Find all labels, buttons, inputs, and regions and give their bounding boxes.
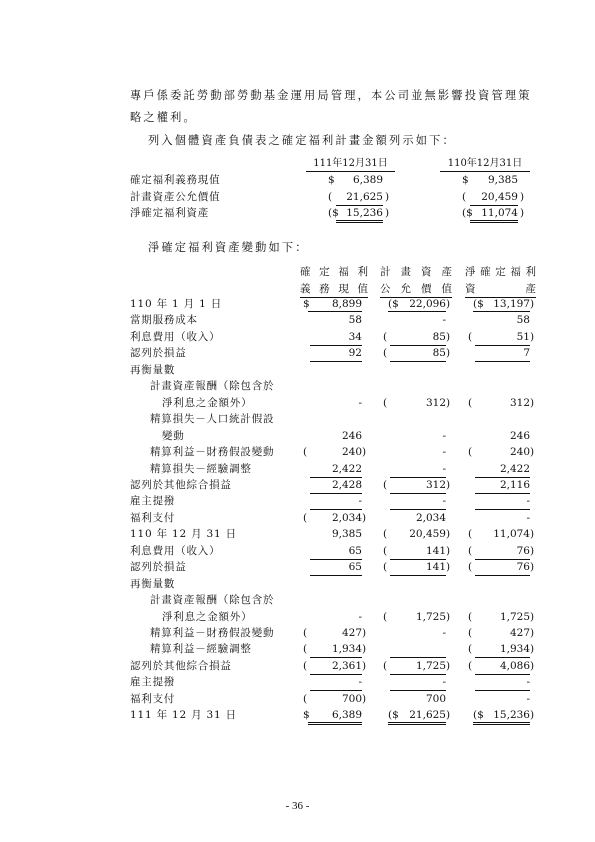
- changes-value: 13,197: [493, 298, 530, 310]
- changes-row-label: 精算利益－財務假設變動: [150, 446, 275, 459]
- changes-row-label: 計畫資產報酬（除包含於: [150, 594, 275, 607]
- changes-value: -: [442, 446, 446, 459]
- changes-value: 240: [509, 446, 530, 459]
- changes-value: -: [358, 396, 362, 409]
- changes-close: ): [446, 659, 451, 672]
- changes-value: -: [526, 495, 530, 508]
- summary-double-rule: [470, 220, 518, 223]
- changes-total-rule: [388, 722, 446, 725]
- changes-value: 312: [425, 478, 446, 491]
- changes-prefix: (: [303, 627, 308, 639]
- summary-col-header: 111年12月31日: [313, 158, 388, 169]
- summary-double-rule: [336, 220, 383, 223]
- changes-value: 2,422: [499, 462, 530, 475]
- changes-prefix: (: [383, 330, 388, 343]
- changes-value: 1,725: [415, 610, 446, 623]
- changes-value: 85: [432, 347, 446, 360]
- changes-close: ): [530, 528, 535, 541]
- changes-close: ): [362, 643, 367, 656]
- changes-close: ): [530, 544, 535, 557]
- summary-col-header: 110年12月31日: [447, 158, 523, 169]
- changes-value: 22,096: [409, 298, 446, 310]
- changes-value: 2,034: [415, 511, 446, 524]
- summary-value: 11,074: [481, 207, 518, 219]
- summary-prefix: ($: [328, 207, 339, 219]
- changes-row-label: 精算利益－經驗調整: [150, 643, 252, 656]
- changes-total-rule: [473, 722, 530, 725]
- changes-title: 淨確定福利資產變動如下：: [148, 241, 309, 254]
- changes-value: 141: [425, 561, 446, 574]
- changes-row-label: 110 年 12 月 31 日: [130, 528, 237, 541]
- changes-prefix: (: [468, 561, 473, 574]
- changes-close: ): [362, 511, 367, 524]
- summary-value: 15,236: [346, 207, 383, 219]
- changes-value: 8,899: [331, 298, 362, 310]
- changes-col-header: 確 定 福 利: [300, 266, 368, 278]
- changes-close: ): [530, 659, 535, 672]
- changes-prefix: (: [383, 610, 388, 623]
- changes-value: 1,934: [499, 643, 530, 656]
- summary-prefix: $: [328, 174, 335, 186]
- changes-value: 312: [425, 396, 446, 409]
- changes-close: ): [530, 396, 535, 409]
- summary-close: ): [385, 191, 390, 203]
- changes-prefix: (: [383, 478, 388, 491]
- summary-close: ): [520, 191, 525, 203]
- changes-total-rule: [308, 722, 362, 725]
- changes-rule: [310, 575, 362, 576]
- changes-value: 9,385: [331, 528, 362, 541]
- changes-prefix: (: [303, 643, 308, 656]
- changes-value: 246: [509, 429, 530, 442]
- changes-row-label: 雇主提撥: [130, 676, 176, 689]
- changes-value: 11,074: [493, 528, 530, 541]
- changes-close: ): [362, 446, 367, 459]
- changes-prefix: (: [303, 511, 308, 524]
- changes-close: ): [530, 330, 535, 343]
- changes-value: -: [442, 627, 446, 639]
- changes-value: 92: [348, 347, 362, 360]
- summary-close: ): [520, 207, 525, 219]
- changes-value: 700: [425, 692, 446, 705]
- changes-close: ): [446, 478, 451, 491]
- changes-prefix: (: [303, 659, 308, 672]
- changes-value: -: [442, 429, 446, 442]
- changes-close: ): [446, 561, 451, 574]
- changes-value: 1,725: [499, 610, 530, 623]
- changes-close: ): [362, 692, 367, 705]
- changes-close: ): [446, 610, 451, 623]
- changes-prefix: (: [468, 396, 473, 409]
- changes-prefix: (: [468, 446, 473, 459]
- changes-col-header: 義 務 現 值: [300, 283, 368, 295]
- changes-prefix: (: [468, 528, 473, 541]
- changes-row-label: 利息費用（收入）: [130, 544, 221, 557]
- changes-close: ): [530, 446, 535, 459]
- changes-close: ): [446, 330, 451, 343]
- changes-value: 2,428: [331, 478, 362, 491]
- changes-value: 7: [523, 347, 530, 360]
- changes-row-label: 精算利益－財務假設變動: [150, 627, 275, 639]
- changes-row-label: 精算損失－經驗調整: [150, 462, 252, 475]
- changes-prefix: (: [468, 643, 473, 656]
- changes-row-label: 再衡量數: [130, 577, 176, 590]
- changes-rule: [390, 361, 446, 362]
- changes-prefix: (: [383, 396, 388, 409]
- changes-row-label: 淨利息之金額外）: [162, 396, 253, 409]
- changes-close: ): [446, 709, 451, 722]
- changes-prefix: ($: [388, 298, 399, 310]
- changes-value: -: [526, 511, 530, 524]
- changes-value: 4,086: [499, 659, 530, 672]
- changes-value: 1,934: [331, 643, 362, 656]
- changes-row-label: 精算損失－人口統計假設: [150, 413, 275, 426]
- changes-value: -: [442, 462, 446, 475]
- changes-value: 65: [348, 561, 362, 574]
- changes-prefix: (: [383, 347, 388, 360]
- changes-value: 21,625: [409, 709, 446, 722]
- changes-value: 2,361: [331, 659, 362, 672]
- changes-prefix: ($: [473, 709, 484, 722]
- changes-close: ): [362, 659, 367, 672]
- changes-value: 1,725: [415, 659, 446, 672]
- changes-row-label: 雇主提撥: [130, 495, 176, 508]
- changes-prefix: (: [468, 610, 473, 623]
- changes-prefix: (: [468, 659, 473, 672]
- changes-close: ): [446, 544, 451, 557]
- changes-value: 141: [425, 544, 446, 557]
- summary-close: ): [385, 207, 390, 219]
- summary-row-label: 淨確定福利資產: [130, 207, 210, 219]
- changes-rule: [310, 361, 362, 362]
- changes-prefix: (: [383, 544, 388, 557]
- changes-close: ): [530, 709, 535, 722]
- changes-row-label: 福利支付: [130, 511, 176, 524]
- changes-value: 20,459: [409, 528, 446, 541]
- changes-row-label: 計畫資產報酬（除包含於: [150, 380, 275, 393]
- summary-row-label: 計畫資產公允價值: [130, 191, 221, 203]
- changes-value: 312: [509, 396, 530, 409]
- changes-value: 34: [348, 330, 362, 343]
- changes-row-label: 認列於損益: [130, 347, 187, 360]
- changes-close: ): [446, 528, 451, 541]
- changes-row-label: 淨利息之金額外）: [162, 610, 253, 623]
- changes-prefix: $: [303, 298, 310, 310]
- changes-row-label: 認列於其他綜合損益: [130, 478, 232, 491]
- changes-value: 2,422: [331, 462, 362, 475]
- changes-prefix: $: [303, 709, 310, 722]
- summary-value: 6,389: [352, 174, 383, 186]
- changes-prefix: (: [468, 330, 473, 343]
- changes-close: ): [530, 298, 535, 310]
- changes-value: 58: [516, 314, 530, 327]
- changes-value: -: [526, 676, 530, 689]
- changes-value: 51: [516, 330, 530, 343]
- changes-value: 240: [341, 446, 362, 459]
- changes-value: 2,034: [331, 511, 362, 524]
- changes-prefix: (: [383, 528, 388, 541]
- summary-prefix: $: [462, 174, 469, 186]
- changes-value: -: [358, 610, 362, 623]
- changes-value: 700: [341, 692, 362, 705]
- changes-col-header: 計 畫 資 產: [380, 266, 452, 278]
- changes-col-header: 資 產: [465, 283, 536, 295]
- changes-close: ): [446, 347, 451, 360]
- changes-row-label: 認列於其他綜合損益: [130, 659, 232, 672]
- changes-prefix: (: [468, 544, 473, 557]
- summary-prefix: (: [462, 191, 467, 203]
- changes-row-label: 認列於損益: [130, 561, 187, 574]
- changes-prefix: (: [383, 659, 388, 672]
- changes-value: -: [442, 314, 446, 327]
- changes-prefix: ($: [473, 298, 484, 310]
- changes-value: -: [526, 692, 530, 705]
- changes-row-label: 當期服務成本: [130, 314, 198, 327]
- summary-prefix: (: [328, 191, 333, 203]
- paragraph-intro: 專戶係委託勞動部勞動基金運用局管理，本公司並無影響投資管理策略之權利。: [130, 89, 532, 124]
- changes-close: ): [530, 561, 535, 574]
- changes-value: 76: [516, 544, 530, 557]
- changes-value: 85: [432, 330, 446, 343]
- changes-value: 65: [348, 544, 362, 557]
- changes-value: 2,116: [499, 478, 530, 491]
- changes-close: ): [530, 610, 535, 623]
- summary-value: 20,459: [481, 191, 518, 203]
- changes-value: -: [442, 676, 446, 689]
- summary-value: 21,625: [346, 191, 383, 203]
- changes-close: ): [530, 627, 535, 639]
- changes-prefix: (: [383, 561, 388, 574]
- changes-value: -: [358, 676, 362, 689]
- summary-value: 9,385: [487, 174, 518, 186]
- changes-row-label: 變動: [162, 429, 185, 442]
- changes-value: 58: [348, 314, 362, 327]
- changes-col-header: 公 允 價 值: [380, 283, 452, 295]
- changes-value: -: [358, 495, 362, 508]
- changes-row-label: 福利支付: [130, 692, 176, 705]
- changes-rule: [475, 361, 530, 362]
- changes-close: ): [446, 298, 451, 310]
- changes-value: 427: [341, 627, 362, 639]
- changes-row-label: 110 年 1 月 1 日: [130, 298, 222, 310]
- changes-value: 6,389: [331, 709, 362, 722]
- changes-value: 15,236: [493, 709, 530, 722]
- changes-rule: [390, 575, 446, 576]
- page-number: - 36 -: [285, 800, 310, 812]
- changes-row-label: 111 年 12 月 31 日: [130, 709, 237, 722]
- changes-prefix: (: [468, 627, 473, 639]
- summary-prefix: ($: [462, 207, 473, 219]
- changes-value: 246: [341, 429, 362, 442]
- changes-close: ): [530, 643, 535, 656]
- changes-close: ): [362, 627, 367, 639]
- changes-value: 76: [516, 561, 530, 574]
- changes-prefix: ($: [388, 709, 399, 722]
- changes-row-label: 再衡量數: [130, 363, 176, 376]
- changes-rule: [475, 575, 530, 576]
- changes-close: ): [446, 396, 451, 409]
- changes-value: 427: [509, 627, 530, 639]
- changes-value: -: [442, 495, 446, 508]
- changes-prefix: (: [303, 692, 308, 705]
- paragraph-summary-lead: 列入個體資產負債表之確定福利計畫金額列示如下：: [148, 134, 456, 147]
- changes-col-header: 淨確定福利: [465, 266, 536, 278]
- summary-row-label: 確定福利義務現值: [130, 174, 221, 186]
- changes-prefix: (: [303, 446, 308, 459]
- changes-row-label: 利息費用（收入）: [130, 330, 221, 343]
